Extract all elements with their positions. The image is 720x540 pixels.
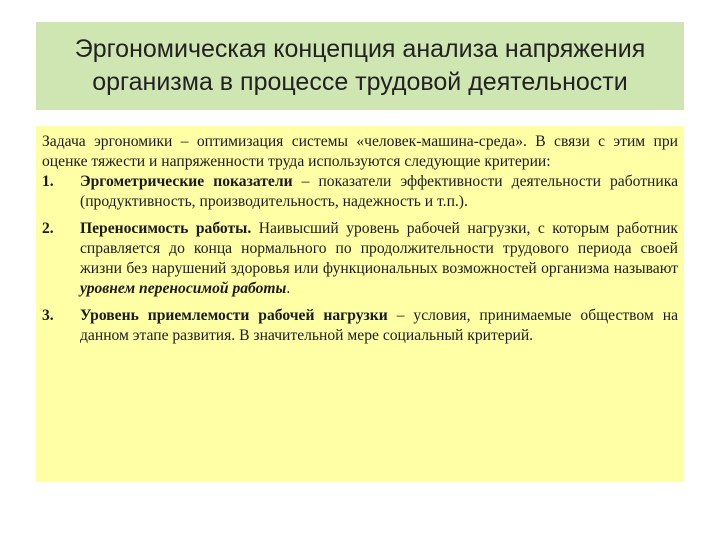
criterion-term: Переносимость работы. — [80, 220, 252, 237]
item-number: 1. — [42, 173, 54, 190]
slide-title — [36, 22, 684, 110]
criterion-item-2 — [42, 219, 678, 299]
criterion-emphasis: уровнем переносимой работы — [80, 280, 287, 297]
criterion-tail: . — [286, 280, 291, 297]
criterion-term: Уровень приемлемости рабочей нагрузки — [80, 307, 388, 324]
title-line-2: организма в процессе трудовой деятельности — [92, 68, 628, 96]
criterion-item-1 — [42, 172, 678, 212]
criterion-text: – условия, принимаемые обществом на данном этапе развития. В значительной мере социальный критерий. — [80, 307, 678, 344]
criteria-list — [42, 172, 678, 346]
criterion-text: – показатели эффективности деятельности работника (продуктивность, производительность, надежность и т.п.). — [80, 173, 678, 210]
title-line-1: Эргономическая концепция анализа напряжения — [74, 35, 646, 63]
criterion-text: Наивысший уровень рабочей нагрузки, с которым работник справляется до конца нормального по продолжительности трудового периода своей жизни без нарушений здоровья или функциональных возможностей организма называют — [80, 220, 679, 277]
intro-paragraph: Задача эргономики – оптимизация системы «человек-машина-среда». В связи с этим при оценке тяжести и напряженности труда используются следующие критерии: — [42, 133, 678, 170]
item-number: 3. — [42, 307, 54, 324]
item-number: 2. — [42, 220, 54, 237]
criterion-item-3 — [42, 306, 678, 346]
content-panel — [36, 126, 684, 482]
criterion-term: Эргометрические показатели — [80, 173, 293, 190]
